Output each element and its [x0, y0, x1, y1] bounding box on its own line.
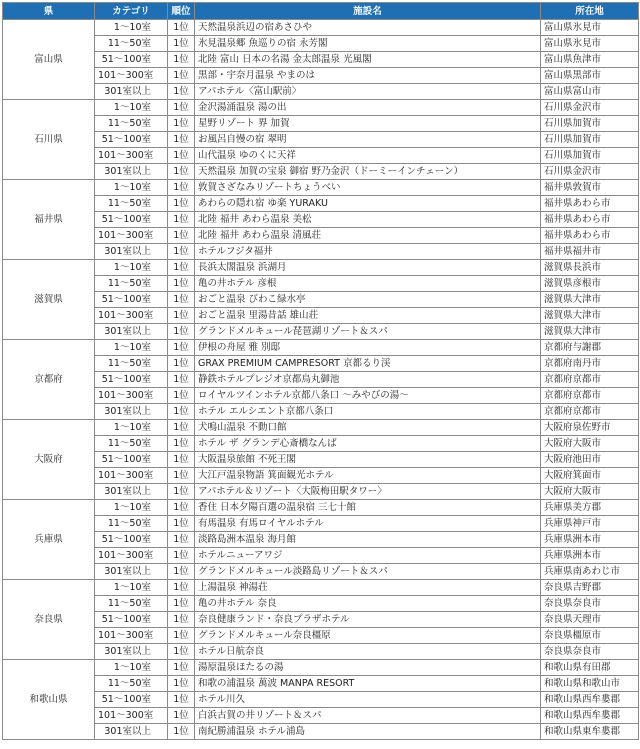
location-cell: 石川県金沢市: [541, 100, 639, 116]
location-cell: 富山県富山市: [541, 84, 639, 100]
facility-name-cell: ホテル エルシエント京都八条口: [195, 404, 541, 420]
facility-name-cell: 北陸 富山 日本の名湯 金太郎温泉 光風閣: [195, 52, 541, 68]
facility-name-cell: 天然温泉 加賀の宝泉 御宿 野乃金沢（ドーミーインチェーン）: [195, 164, 541, 180]
rank-cell: 1位: [168, 532, 195, 548]
prefecture-cell: 福井県: [3, 180, 95, 260]
rank-cell: 1位: [168, 372, 195, 388]
facility-name-cell: 大阪温泉旅館 不死王閣: [195, 452, 541, 468]
facility-name-cell: 湯原温泉ほたるの湯: [195, 660, 541, 676]
rank-cell: 1位: [168, 180, 195, 196]
rank-cell: 1位: [168, 660, 195, 676]
category-cell: 1～10室: [95, 340, 168, 356]
rank-cell: 1位: [168, 324, 195, 340]
facility-name-cell: アパホテル〈富山駅前〉: [195, 84, 541, 100]
rank-cell: 1位: [168, 100, 195, 116]
table-row: [3, 532, 639, 548]
prefecture-cell: 石川県: [3, 100, 95, 180]
location-cell: 滋賀県大津市: [541, 324, 639, 340]
prefecture-cell: 富山県: [3, 20, 95, 100]
rank-cell: 1位: [168, 500, 195, 516]
table-row: [3, 564, 639, 580]
facility-name-cell: 黒部・宇奈月温泉 やまのは: [195, 68, 541, 84]
table-row: [3, 116, 639, 132]
location-cell: 大阪府大阪市: [541, 436, 639, 452]
table-row: [3, 180, 639, 196]
header-location: 所在地: [541, 3, 639, 20]
location-cell: 和歌山県西牟婁郡: [541, 708, 639, 724]
location-cell: 京都府京都市: [541, 372, 639, 388]
location-cell: 滋賀県大津市: [541, 308, 639, 324]
facility-name-cell: 南紀勝浦温泉 ホテル浦島: [195, 724, 541, 740]
facility-name-cell: GRAX PREMIUM CAMPRESORT 京都るり渓: [195, 356, 541, 372]
rank-cell: 1位: [168, 212, 195, 228]
category-cell: 11～50室: [95, 596, 168, 612]
location-cell: 富山県氷見市: [541, 36, 639, 52]
table-row: [3, 276, 639, 292]
rank-cell: 1位: [168, 164, 195, 180]
facility-name-cell: 香住 日本夕陽百選の温泉宿 三七十館: [195, 500, 541, 516]
header-facility: 施設名: [195, 3, 541, 20]
category-cell: 51～100室: [95, 212, 168, 228]
location-cell: 奈良県奈良市: [541, 596, 639, 612]
category-cell: 101～300室: [95, 148, 168, 164]
location-cell: 兵庫県神戸市: [541, 516, 639, 532]
rank-cell: 1位: [168, 708, 195, 724]
table-row: [3, 228, 639, 244]
ranking-table: [2, 2, 639, 740]
facility-name-cell: 亀の井ホテル 奈良: [195, 596, 541, 612]
header-category: カテゴリ: [95, 3, 168, 20]
table-row: [3, 244, 639, 260]
facility-name-cell: 敦賀さざなみリゾートちょうべい: [195, 180, 541, 196]
location-cell: 大阪府大阪市: [541, 484, 639, 500]
table-body: [3, 20, 639, 740]
rank-cell: 1位: [168, 276, 195, 292]
location-cell: 大阪府池田市: [541, 452, 639, 468]
table-row: [3, 196, 639, 212]
table-row: [3, 516, 639, 532]
category-cell: 301室以上: [95, 724, 168, 740]
location-cell: 兵庫県南あわじ市: [541, 564, 639, 580]
facility-name-cell: 長浜太閤温泉 浜湖月: [195, 260, 541, 276]
facility-name-cell: 和歌の浦温泉 萬波 MANPA RESORT: [195, 676, 541, 692]
table-row: [3, 436, 639, 452]
rank-cell: 1位: [168, 68, 195, 84]
table-row: [3, 580, 639, 596]
rank-cell: 1位: [168, 612, 195, 628]
prefecture-cell: 滋賀県: [3, 260, 95, 340]
facility-name-cell: お風呂自慢の宿 翠明: [195, 132, 541, 148]
rank-cell: 1位: [168, 20, 195, 36]
facility-name-cell: グランドメルキュール琵琶湖リゾート＆スパ: [195, 324, 541, 340]
location-cell: 富山県魚津市: [541, 52, 639, 68]
facility-name-cell: おごと温泉 びわこ緑水亭: [195, 292, 541, 308]
category-cell: 301室以上: [95, 164, 168, 180]
location-cell: 京都府南丹市: [541, 356, 639, 372]
category-cell: 1～10室: [95, 420, 168, 436]
rank-cell: 1位: [168, 724, 195, 740]
category-cell: 101～300室: [95, 228, 168, 244]
rank-cell: 1位: [168, 676, 195, 692]
table-row: [3, 84, 639, 100]
rank-cell: 1位: [168, 356, 195, 372]
category-cell: 11～50室: [95, 516, 168, 532]
table-row: [3, 420, 639, 436]
category-cell: 1～10室: [95, 20, 168, 36]
rank-cell: 1位: [168, 580, 195, 596]
facility-name-cell: 有馬温泉 有馬ロイヤルホテル: [195, 516, 541, 532]
table-row: [3, 724, 639, 740]
facility-name-cell: 奈良健康ランド・奈良プラザホテル: [195, 612, 541, 628]
rank-cell: 1位: [168, 404, 195, 420]
table-row: [3, 340, 639, 356]
location-cell: 福井県福井市: [541, 244, 639, 260]
table-row: [3, 644, 639, 660]
prefecture-cell: 京都府: [3, 340, 95, 420]
facility-name-cell: 大江戸温泉物語 箕面観光ホテル: [195, 468, 541, 484]
prefecture-cell: 兵庫県: [3, 500, 95, 580]
location-cell: 和歌山県和歌山市: [541, 676, 639, 692]
facility-name-cell: アパホテル＆リゾート〈大阪梅田駅タワー〉: [195, 484, 541, 500]
location-cell: 和歌山県西牟婁郡: [541, 692, 639, 708]
category-cell: 101～300室: [95, 468, 168, 484]
rank-cell: 1位: [168, 132, 195, 148]
location-cell: 兵庫県洲本市: [541, 532, 639, 548]
category-cell: 51～100室: [95, 692, 168, 708]
header-prefecture: 県: [3, 3, 95, 20]
location-cell: 滋賀県彦根市: [541, 276, 639, 292]
rank-cell: 1位: [168, 628, 195, 644]
category-cell: 1～10室: [95, 100, 168, 116]
location-cell: 京都府京都市: [541, 404, 639, 420]
category-cell: 51～100室: [95, 52, 168, 68]
facility-name-cell: 北陸 福井 あわら温泉 美松: [195, 212, 541, 228]
facility-name-cell: グランドメルキュール淡路島リゾート＆スパ: [195, 564, 541, 580]
table-row: [3, 20, 639, 36]
category-cell: 51～100室: [95, 132, 168, 148]
category-cell: 101～300室: [95, 628, 168, 644]
table-row: [3, 404, 639, 420]
category-cell: 101～300室: [95, 548, 168, 564]
prefecture-cell: 大阪府: [3, 420, 95, 500]
table-row: [3, 676, 639, 692]
rank-cell: 1位: [168, 388, 195, 404]
table-row: [3, 372, 639, 388]
facility-name-cell: 金沢湯涌温泉 湯の出: [195, 100, 541, 116]
facility-name-cell: 白浜古賀の井リゾート＆スパ: [195, 708, 541, 724]
location-cell: 福井県あわら市: [541, 228, 639, 244]
location-cell: 奈良県天理市: [541, 612, 639, 628]
rank-cell: 1位: [168, 340, 195, 356]
table-row: [3, 548, 639, 564]
category-cell: 1～10室: [95, 580, 168, 596]
location-cell: 京都府与謝郡: [541, 340, 639, 356]
facility-name-cell: 伊根の舟屋 雅 別邸: [195, 340, 541, 356]
location-cell: 滋賀県大津市: [541, 292, 639, 308]
rank-cell: 1位: [168, 420, 195, 436]
facility-name-cell: おごと温泉 里湯昔話 雄山荘: [195, 308, 541, 324]
facility-name-cell: ホテル川久: [195, 692, 541, 708]
rank-cell: 1位: [168, 548, 195, 564]
category-cell: 51～100室: [95, 292, 168, 308]
rank-cell: 1位: [168, 692, 195, 708]
category-cell: 301室以上: [95, 404, 168, 420]
table-row: [3, 260, 639, 276]
category-cell: 101～300室: [95, 388, 168, 404]
table-row: [3, 660, 639, 676]
category-cell: 51～100室: [95, 532, 168, 548]
category-cell: 11～50室: [95, 356, 168, 372]
rank-cell: 1位: [168, 244, 195, 260]
facility-name-cell: 上湯温泉 神湯荘: [195, 580, 541, 596]
category-cell: 301室以上: [95, 564, 168, 580]
rank-cell: 1位: [168, 564, 195, 580]
rank-cell: 1位: [168, 84, 195, 100]
category-cell: 11～50室: [95, 36, 168, 52]
facility-name-cell: ホテル ザ グランデ心斎橋なんば: [195, 436, 541, 452]
location-cell: 福井県敦賀市: [541, 180, 639, 196]
table-row: [3, 708, 639, 724]
facility-name-cell: ホテルニューアワジ: [195, 548, 541, 564]
header-row: [3, 3, 639, 20]
table-row: [3, 36, 639, 52]
location-cell: 福井県あわら市: [541, 212, 639, 228]
category-cell: 101～300室: [95, 308, 168, 324]
category-cell: 11～50室: [95, 196, 168, 212]
rank-cell: 1位: [168, 484, 195, 500]
rank-cell: 1位: [168, 644, 195, 660]
table-row: [3, 212, 639, 228]
category-cell: 301室以上: [95, 324, 168, 340]
location-cell: 兵庫県美方郡: [541, 500, 639, 516]
category-cell: 51～100室: [95, 612, 168, 628]
prefecture-cell: 和歌山県: [3, 660, 95, 740]
category-cell: 301室以上: [95, 244, 168, 260]
location-cell: 大阪府泉佐野市: [541, 420, 639, 436]
category-cell: 1～10室: [95, 180, 168, 196]
location-cell: 京都府京都市: [541, 388, 639, 404]
location-cell: 石川県加賀市: [541, 132, 639, 148]
facility-name-cell: 天然温泉浜辺の宿あさひや: [195, 20, 541, 36]
facility-name-cell: ロイヤルツインホテル京都八条口 ～みやびの湯～: [195, 388, 541, 404]
table-row: [3, 308, 639, 324]
table-row: [3, 148, 639, 164]
location-cell: 石川県金沢市: [541, 164, 639, 180]
location-cell: 滋賀県長浜市: [541, 260, 639, 276]
rank-cell: 1位: [168, 196, 195, 212]
rank-cell: 1位: [168, 116, 195, 132]
facility-name-cell: グランドメルキュール奈良橿原: [195, 628, 541, 644]
rank-cell: 1位: [168, 452, 195, 468]
rank-cell: 1位: [168, 292, 195, 308]
category-cell: 11～50室: [95, 116, 168, 132]
facility-name-cell: 山代温泉 ゆのくに天祥: [195, 148, 541, 164]
table-row: [3, 68, 639, 84]
facility-name-cell: 亀の井ホテル 彦根: [195, 276, 541, 292]
rank-cell: 1位: [168, 260, 195, 276]
table-row: [3, 388, 639, 404]
prefecture-cell: 奈良県: [3, 580, 95, 660]
table-row: [3, 132, 639, 148]
location-cell: 和歌山県東牟婁郡: [541, 724, 639, 740]
table-row: [3, 52, 639, 68]
facility-name-cell: ホテル日航奈良: [195, 644, 541, 660]
location-cell: 奈良県吉野郡: [541, 580, 639, 596]
table-row: [3, 628, 639, 644]
category-cell: 301室以上: [95, 84, 168, 100]
category-cell: 101～300室: [95, 68, 168, 84]
table-row: [3, 324, 639, 340]
category-cell: 101～300室: [95, 708, 168, 724]
location-cell: 大阪府箕面市: [541, 468, 639, 484]
category-cell: 11～50室: [95, 676, 168, 692]
rank-cell: 1位: [168, 596, 195, 612]
category-cell: 11～50室: [95, 436, 168, 452]
category-cell: 11～50室: [95, 276, 168, 292]
rank-cell: 1位: [168, 436, 195, 452]
category-cell: 1～10室: [95, 500, 168, 516]
facility-name-cell: 静鉄ホテルプレジオ京都烏丸御池: [195, 372, 541, 388]
facility-name-cell: 犬鳴山温泉 不動口館: [195, 420, 541, 436]
category-cell: 301室以上: [95, 484, 168, 500]
rank-cell: 1位: [168, 308, 195, 324]
table-row: [3, 612, 639, 628]
table-row: [3, 468, 639, 484]
table-row: [3, 692, 639, 708]
table-row: [3, 500, 639, 516]
category-cell: 51～100室: [95, 372, 168, 388]
table-row: [3, 292, 639, 308]
facility-name-cell: 北陸 福井 あわら温泉 清風荘: [195, 228, 541, 244]
table-row: [3, 484, 639, 500]
table-row: [3, 596, 639, 612]
location-cell: 石川県加賀市: [541, 148, 639, 164]
location-cell: 富山県氷見市: [541, 20, 639, 36]
table-row: [3, 164, 639, 180]
facility-name-cell: ホテルフジタ福井: [195, 244, 541, 260]
rank-cell: 1位: [168, 148, 195, 164]
facility-name-cell: 氷見温泉郷 魚巡りの宿 永芳閣: [195, 36, 541, 52]
location-cell: 奈良県奈良市: [541, 644, 639, 660]
facility-name-cell: あわらの隠れ宿 ゆ楽 YURAKU: [195, 196, 541, 212]
location-cell: 福井県あわら市: [541, 196, 639, 212]
table-row: [3, 452, 639, 468]
location-cell: 兵庫県洲本市: [541, 548, 639, 564]
table-row: [3, 100, 639, 116]
header-rank: 順位: [168, 3, 195, 20]
rank-cell: 1位: [168, 52, 195, 68]
category-cell: 51～100室: [95, 452, 168, 468]
rank-cell: 1位: [168, 228, 195, 244]
location-cell: 富山県黒部市: [541, 68, 639, 84]
location-cell: 和歌山県有田郡: [541, 660, 639, 676]
category-cell: 1～10室: [95, 660, 168, 676]
location-cell: 石川県加賀市: [541, 116, 639, 132]
location-cell: 奈良県橿原市: [541, 628, 639, 644]
facility-name-cell: 星野リゾート 界 加賀: [195, 116, 541, 132]
category-cell: 301室以上: [95, 644, 168, 660]
table-row: [3, 356, 639, 372]
rank-cell: 1位: [168, 36, 195, 52]
rank-cell: 1位: [168, 468, 195, 484]
category-cell: 1～10室: [95, 260, 168, 276]
facility-name-cell: 淡路島洲本温泉 海月館: [195, 532, 541, 548]
rank-cell: 1位: [168, 516, 195, 532]
